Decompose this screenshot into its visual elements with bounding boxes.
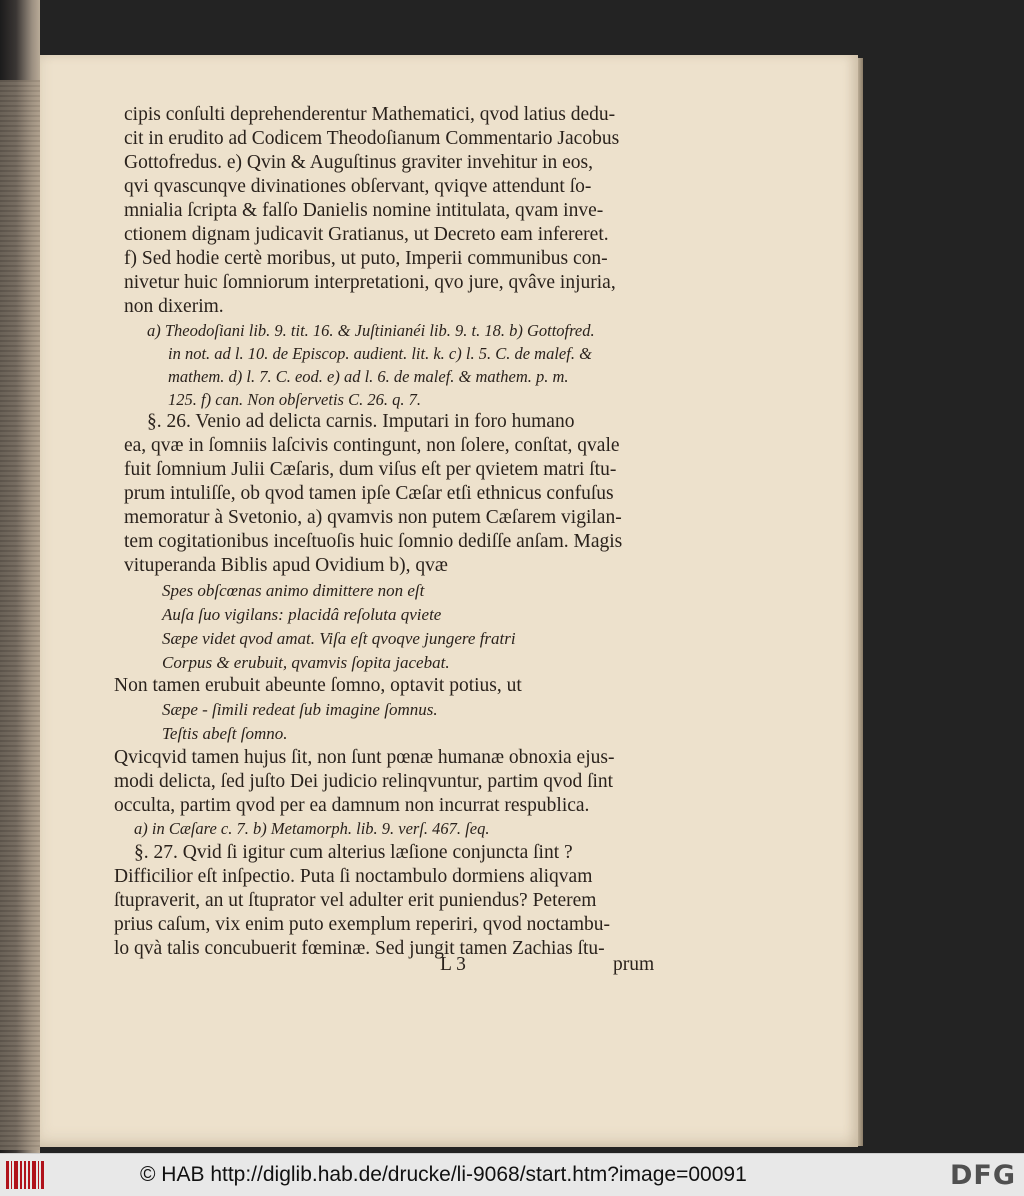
barcode-icon (6, 1161, 44, 1189)
text-line: ſtupraverit, an ut ſtuprator vel adulter erit puniendus? Peterem (114, 890, 597, 911)
text-line: prum intuliſſe, ob qvod tamen ipſe Cæſar etſi ethnicus confuſus (124, 483, 614, 504)
verse-line: Teſtis abeſt ſomno. (162, 724, 288, 743)
text-line: Difficilior eſt inſpectio. Puta ſi noctambulo dormiens aliqvam (114, 866, 593, 887)
text-line: Gottofredus. e) Qvin & Auguſtinus graviter invehitur in eos, (124, 152, 594, 173)
text-line: modi delicta, ſed juſto Dei judicio relinqvuntur, partim qvod ſint (114, 771, 614, 792)
text-line: cipis conſulti deprehenderentur Mathematici, qvod latius dedu- (124, 104, 616, 125)
text-line: occulta, partim qvod per ea damnum non incurrat respublica. (114, 795, 590, 816)
signature-mark: L 3 (440, 954, 466, 975)
footnote-line: in not. ad l. 10. de Episcop. audient. lit. k. c) l. 5. C. de malef. & (168, 344, 592, 363)
verse-line: Sæpe - ſimili redeat ſub imagine ſomnus. (162, 700, 438, 719)
text-line: Non tamen erubuit abeunte ſomno, optavit potius, ut (114, 675, 522, 696)
text-line: Qvicqvid tamen hujus ſit, non ſunt pœnæ humanæ obnoxia ejus- (114, 747, 615, 768)
text-line: fuit ſomnium Julii Cæſaris, dum viſus eſt per qvietem matri ſtu- (124, 459, 617, 480)
text-line: qvi qvascunqve divinationes obſervant, qviqve attendunt ſo- (124, 176, 592, 197)
text-line: non dixerim. (124, 296, 224, 317)
text-line: mnialia ſcripta & falſo Danielis nomine intitulata, qvam inve- (124, 200, 604, 221)
verse-line: Sæpe videt qvod amat. Viſa eſt qvoqve jungere fratri (162, 629, 516, 648)
verse-line: Corpus & erubuit, qvamvis ſopita jacebat. (162, 653, 450, 672)
text-line: memoratur à Svetonio, a) qvamvis non putem Cæſarem vigilan- (124, 507, 622, 528)
text-line: cit in erudito ad Codicem Theodoſianum Commentario Jacobus (124, 128, 620, 149)
text-line: prius caſum, vix enim puto exemplum reperiri, qvod noctambu- (114, 914, 611, 935)
text-line: ea, qvæ in ſomniis laſcivis contingunt, non ſolere, conſtat, qvale (124, 435, 620, 456)
text-line: tem cogitationibus inceſtuoſis huic ſomnio dediſſe anſam. Magis (124, 531, 623, 552)
text-line: vituperanda Biblis apud Ovidium b), qvæ (124, 555, 448, 576)
book-page (40, 55, 858, 1147)
dfg-logo: DFG (949, 1160, 1016, 1191)
page-text (40, 55, 858, 1147)
copyright-link[interactable]: © HAB http://diglib.hab.de/drucke/li-9068/start.htm?image=00091 (140, 1163, 747, 1186)
section-heading-line: §. 26. Venio ad delicta carnis. Imputari in foro humano (147, 411, 575, 432)
text-line: ctionem dignam judicavit Gratianus, ut Decreto eam infereret. (124, 224, 609, 245)
footnote-line: 125. f) can. Non obſervetis C. 26. q. 7. (168, 390, 421, 409)
footnote-line: a) Theodoſiani lib. 9. tit. 16. & Juſtinianéi lib. 9. t. 18. b) Gottofred. (147, 321, 595, 340)
catchword: prum (613, 954, 655, 975)
verse-line: Spes obſcœnas animo dimittere non eſt (162, 581, 425, 600)
verse-line: Auſa ſuo vigilans: placidâ reſoluta qviete (162, 605, 442, 624)
footnote-line: a) in Cæſare c. 7. b) Metamorph. lib. 9. verſ. 467. ſeq. (134, 819, 490, 838)
text-line: f) Sed hodie certè moribus, ut puto, Imperii communibus con- (124, 248, 608, 269)
viewer-footer (0, 1153, 1024, 1196)
footnote-line: mathem. d) l. 7. C. eod. e) ad l. 6. de malef. & mathem. p. m. (168, 367, 569, 386)
text-line: lo qvà talis concubuerit fœminæ. Sed jungit tamen Zachias ſtu- (114, 938, 605, 959)
text-line: nivetur huic ſomniorum interpretationi, qvo jure, qvâve injuria, (124, 272, 616, 293)
section-heading-line: §. 27. Qvid ſi igitur cum alterius læſione conjuncta ſint ? (134, 842, 573, 863)
left-page-edge (0, 80, 40, 1150)
